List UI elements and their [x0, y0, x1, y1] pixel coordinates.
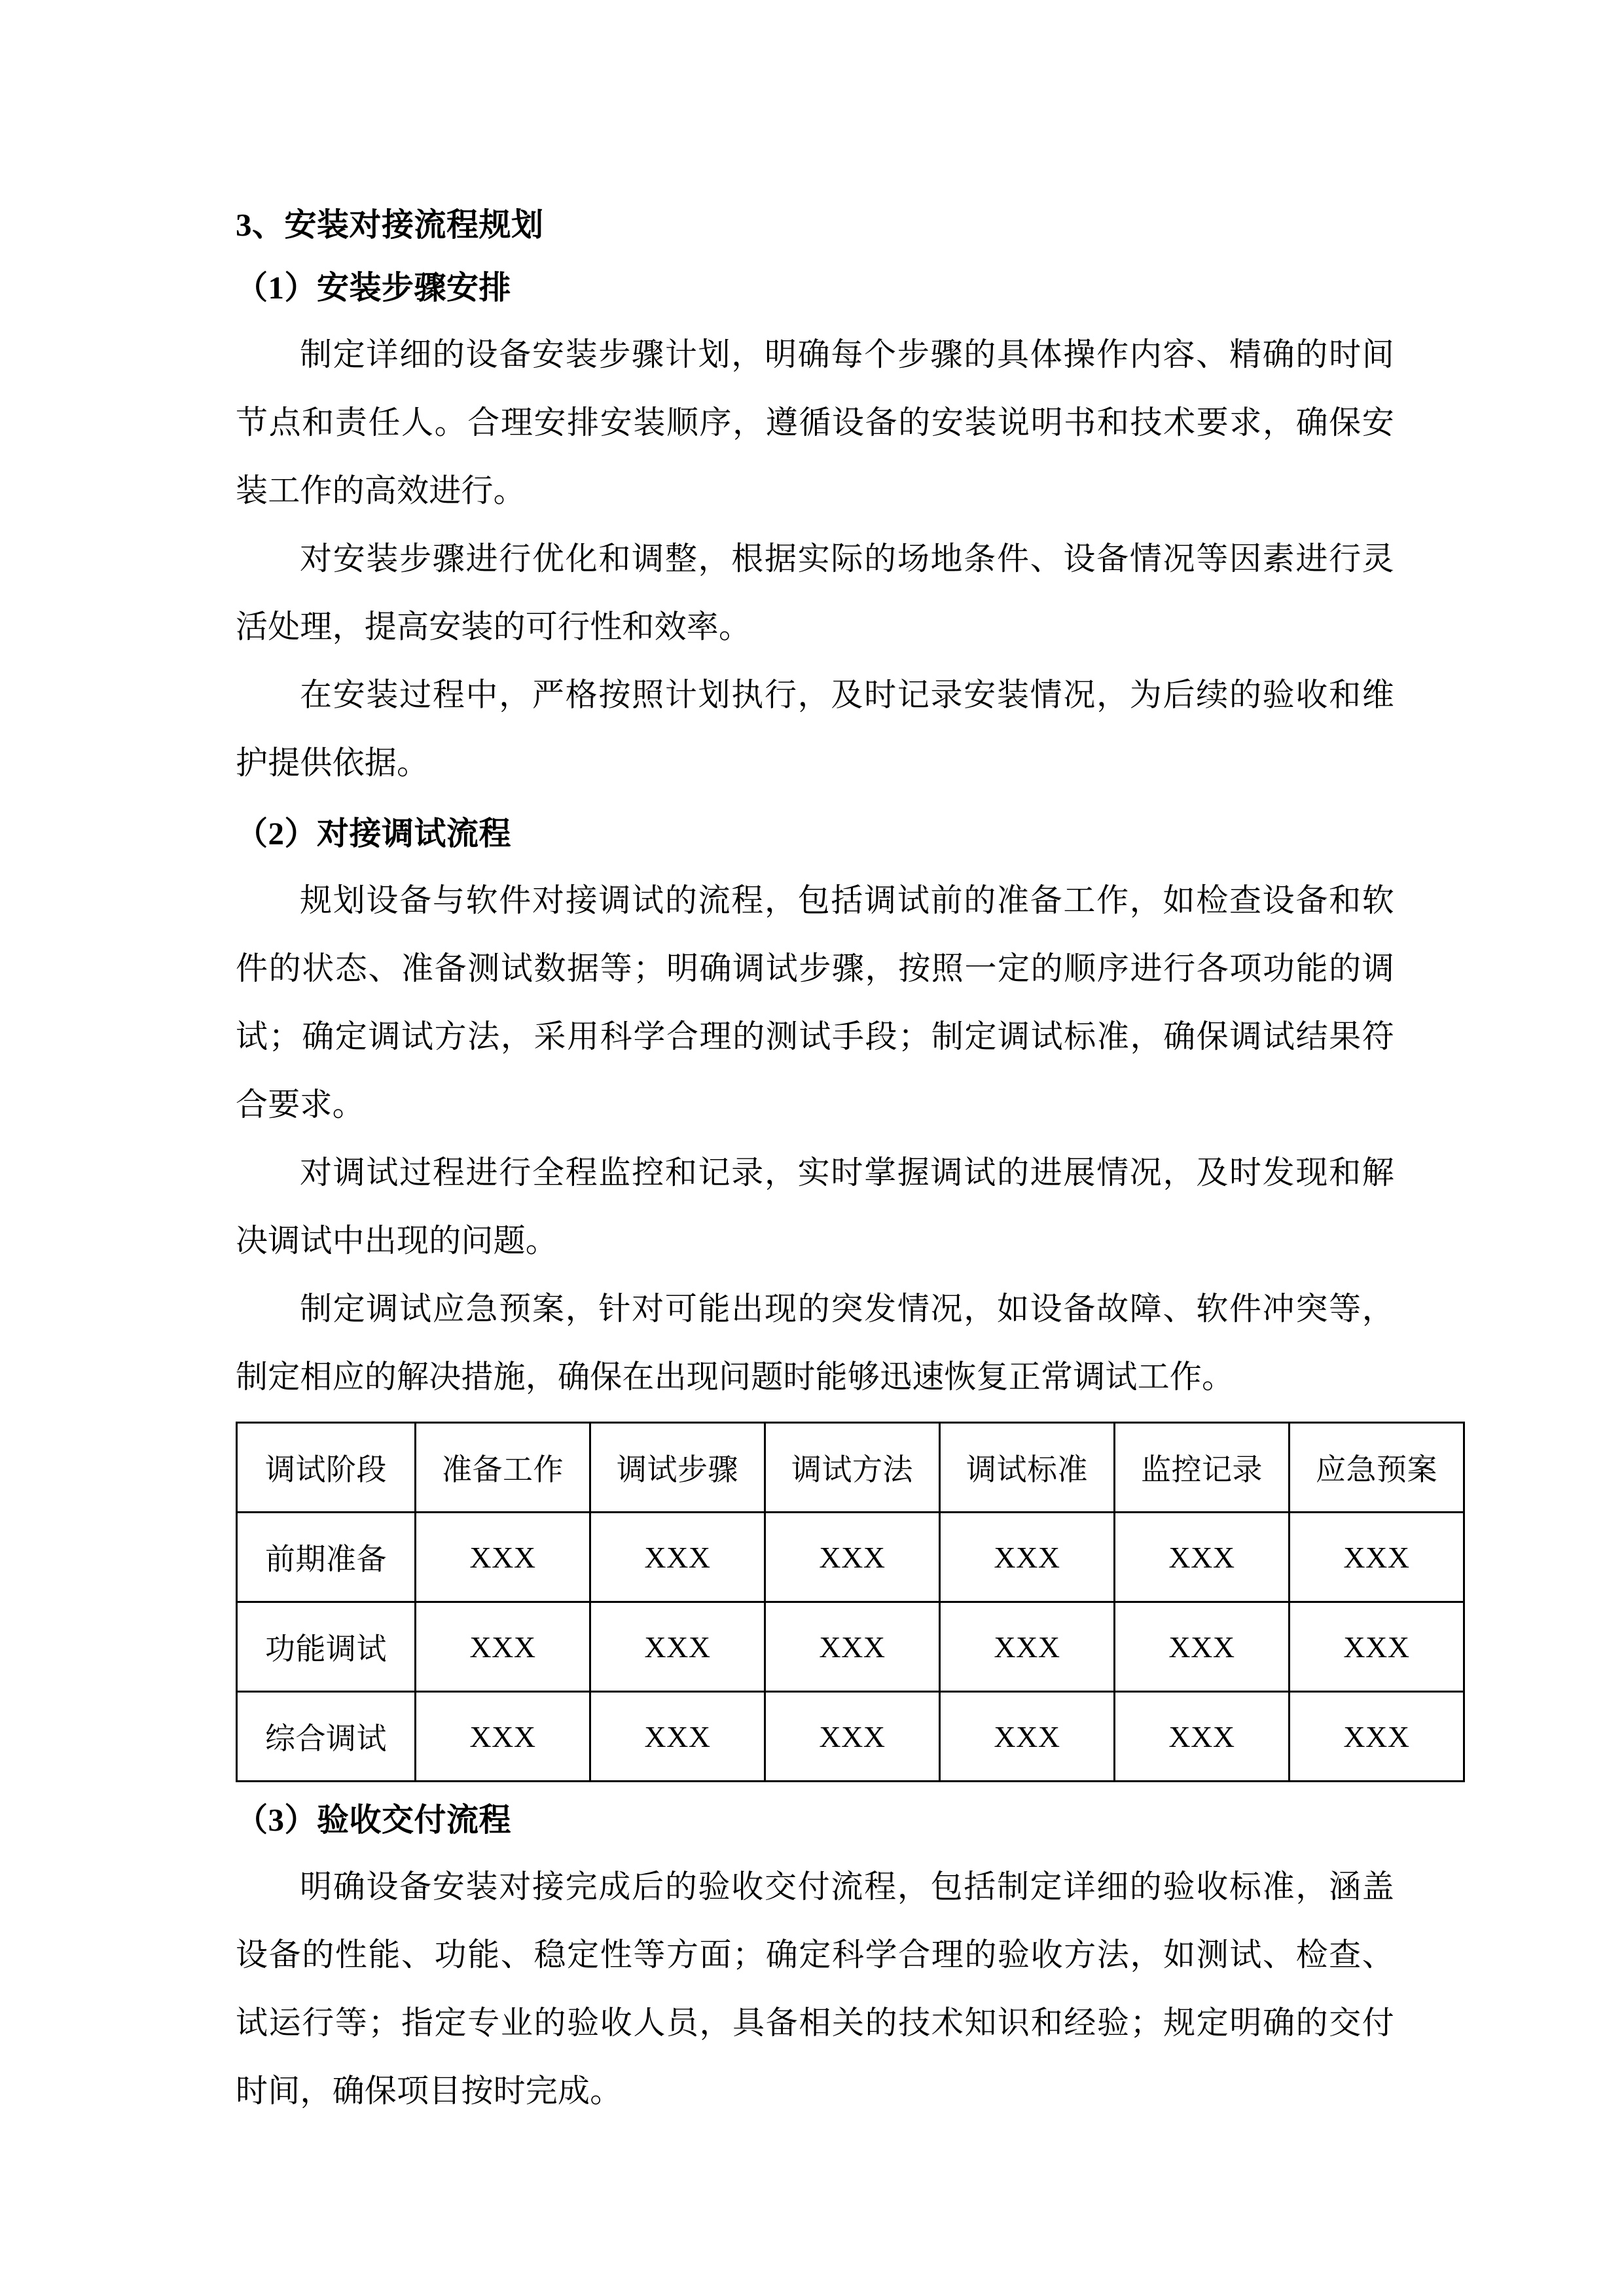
table-cell: XXX	[416, 1602, 590, 1692]
table-cell: XXX	[765, 1692, 940, 1782]
table-header-cell: 应急预案	[1290, 1423, 1464, 1513]
table-cell-stage: 功能调试	[237, 1602, 416, 1692]
table-cell: XXX	[1115, 1513, 1290, 1602]
paragraph: 对安装步骤进行优化和调整，根据实际的场地条件、设备情况等因素进行灵活处理，提高安装的可行性和效率。	[236, 541, 1394, 645]
table-row	[237, 1602, 1464, 1692]
table-cell: XXX	[590, 1602, 765, 1692]
table-header-cell: 调试步骤	[590, 1423, 765, 1513]
table-cell: XXX	[416, 1692, 590, 1782]
debug-stage-table	[236, 1422, 1465, 1782]
table-cell: XXX	[940, 1602, 1115, 1692]
subsection-heading-1: （1）安装步骤安排	[236, 270, 512, 306]
table-row	[237, 1513, 1464, 1602]
table-cell: XXX	[1115, 1602, 1290, 1692]
section-heading: 3、安装对接流程规划	[236, 207, 544, 243]
table-cell: XXX	[590, 1692, 765, 1782]
paragraph: 规划设备与软件对接调试的流程，包括调试前的准备工作，如检查设备和软件的状态、准备测试数据等；明确调试步骤，按照一定的顺序进行各项功能的调试；确定调试方法，采用科学合理的测试手段；制定调试标准，确保调试结果符合要求。	[236, 882, 1394, 1122]
paragraph: 制定详细的设备安装步骤计划，明确每个步骤的具体操作内容、精确的时间节点和责任人。合理安排安装顺序，遵循设备的安装说明书和技术要求，确保安装工作的高效进行。	[236, 336, 1394, 509]
table-cell-stage: 综合调试	[237, 1692, 416, 1782]
table-cell: XXX	[765, 1602, 940, 1692]
table-cell: XXX	[590, 1513, 765, 1602]
table-cell: XXX	[1290, 1692, 1464, 1782]
paragraph: 对调试过程进行全程监控和记录，实时掌握调试的进展情况，及时发现和解决调试中出现的问题。	[236, 1155, 1394, 1259]
table-header-row	[237, 1423, 1464, 1513]
table-header-cell: 调试标准	[940, 1423, 1115, 1513]
paragraph: 制定调试应急预案，针对可能出现的突发情况，如设备故障、软件冲突等，制定相应的解决措施，确保在出现问题时能够迅速恢复正常调试工作。	[236, 1291, 1394, 1395]
paragraph: 在安装过程中，严格按照计划执行，及时记录安装情况，为后续的验收和维护提供依据。	[236, 677, 1394, 781]
table-row	[237, 1692, 1464, 1782]
table-cell: XXX	[940, 1692, 1115, 1782]
table-cell: XXX	[416, 1513, 590, 1602]
table-header-cell: 准备工作	[416, 1423, 590, 1513]
table-header-cell: 调试阶段	[237, 1423, 416, 1513]
table-header-cell: 调试方法	[765, 1423, 940, 1513]
paragraph-spacer	[236, 797, 1394, 805]
table-cell: XXX	[1290, 1602, 1464, 1692]
subsection-heading-2: （2）对接调试流程	[236, 816, 512, 852]
table-header-cell: 监控记录	[1115, 1423, 1290, 1513]
document-body	[236, 196, 1437, 2125]
table-cell: XXX	[940, 1513, 1115, 1602]
table-cell: XXX	[1290, 1513, 1464, 1602]
table-cell: XXX	[1115, 1692, 1290, 1782]
table-cell: XXX	[765, 1513, 940, 1602]
paragraph: 明确设备安装对接完成后的验收交付流程，包括制定详细的验收标准，涵盖设备的性能、功能、稳定性等方面；确定科学合理的验收方法，如测试、检查、试运行等；指定专业的验收人员，具备相关的技术知识和经验；规定明确的交付时间，确保项目按时完成。	[236, 1869, 1394, 2109]
table-cell-stage: 前期准备	[237, 1513, 416, 1602]
subsection-heading-3: （3）验收交付流程	[236, 1802, 512, 1838]
